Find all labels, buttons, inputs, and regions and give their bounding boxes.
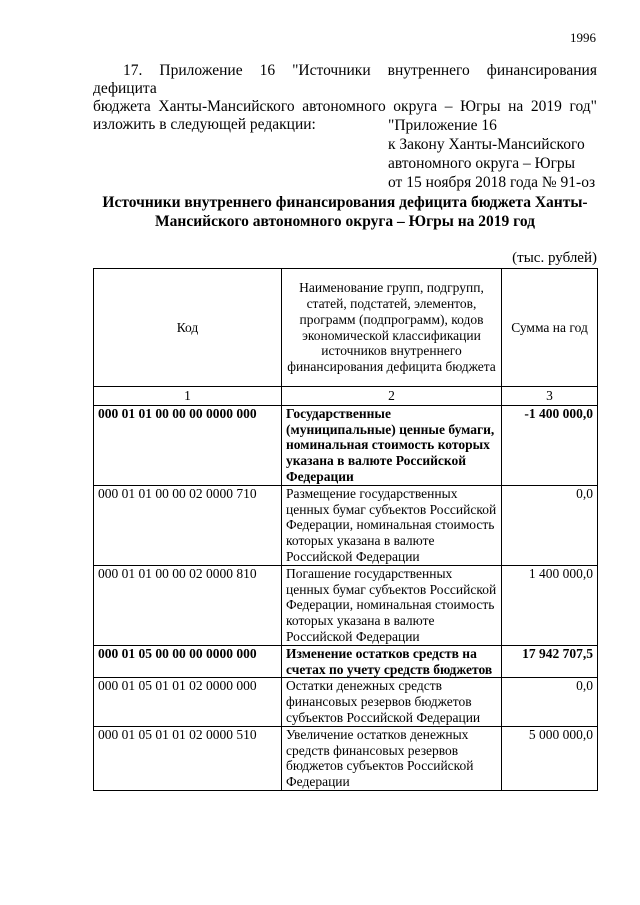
intro-line-2: бюджета Ханты-Мансийского автономного округа – Югры на 2019 год"	[93, 98, 597, 115]
table-row	[94, 645, 598, 678]
table-row	[94, 726, 598, 790]
row-sum: 0,0	[502, 485, 598, 565]
row-code: 000 01 05 00 00 00 0000 000	[94, 645, 282, 678]
document-title-line-2: Мансийского автономного округа – Югры на 2019 год	[155, 213, 535, 230]
table-header-row	[94, 269, 598, 387]
row-name: Изменение остатков средств на счетах по учету средств бюджетов	[282, 645, 502, 678]
row-name: Увеличение остатков денежных средств финансовых резервов бюджетов субъектов Российской Федерации	[282, 726, 502, 790]
units-label: (тыс. рублей)	[512, 250, 597, 266]
table-row	[94, 565, 598, 645]
table-row	[94, 485, 598, 565]
column-number-3: 3	[502, 387, 598, 406]
row-sum: 5 000 000,0	[502, 726, 598, 790]
financing-sources-table	[93, 268, 598, 791]
appendix-ref-line-4: от 15 ноября 2018 года № 91-оз	[388, 174, 596, 191]
row-code: 000 01 05 01 01 02 0000 510	[94, 726, 282, 790]
row-name: Размещение государственных ценных бумаг субъектов Российской Федерации, номинальная стоимость которых указана в валюте Российской Федерации	[282, 485, 502, 565]
column-number-2: 2	[282, 387, 502, 406]
row-code: 000 01 01 00 00 00 0000 000	[94, 405, 282, 485]
intro-line-3: изложить в следующей редакции:	[93, 116, 316, 133]
intro-line-1: 17. Приложение 16 "Источники внутреннего финансирования дефицита	[93, 62, 597, 97]
page-number: 1996	[570, 30, 596, 45]
header-code: Код	[94, 269, 282, 387]
header-sum: Сумма на год	[502, 269, 598, 387]
row-name: Государственные (муниципальные) ценные бумаги, номинальная стоимость которых указана в валюте Российской Федерации	[282, 405, 502, 485]
row-code: 000 01 05 01 01 02 0000 000	[94, 678, 282, 726]
header-name: Наименование групп, подгрупп, статей, подстатей, элементов, программ (подпрограмм), кодов экономической классификации источников внутреннего финансирования дефицита бюджета	[282, 269, 502, 387]
row-sum: -1 400 000,0	[502, 405, 598, 485]
appendix-reference	[388, 116, 595, 192]
appendix-ref-line-1: "Приложение 16	[388, 117, 497, 134]
row-sum: 1 400 000,0	[502, 565, 598, 645]
column-number-row	[94, 387, 598, 406]
table-row	[94, 678, 598, 726]
document-title-line-1: Источники внутреннего финансирования дефицита бюджета Ханты-	[102, 194, 588, 211]
document-title	[93, 193, 597, 231]
appendix-ref-line-3: автономного округа – Югры	[388, 155, 576, 172]
row-code: 000 01 01 00 00 02 0000 710	[94, 485, 282, 565]
row-sum: 17 942 707,5	[502, 645, 598, 678]
row-code: 000 01 01 00 00 02 0000 810	[94, 565, 282, 645]
row-name: Погашение государственных ценных бумаг субъектов Российской Федерации, номинальная стоимость которых указана в валюте Российской Федерации	[282, 565, 502, 645]
row-name: Остатки денежных средств финансовых резервов бюджетов субъектов Российской Федерации	[282, 678, 502, 726]
appendix-ref-line-2: к Закону Ханты-Мансийского	[388, 136, 585, 153]
row-sum: 0,0	[502, 678, 598, 726]
column-number-1: 1	[94, 387, 282, 406]
table-row	[94, 405, 598, 485]
